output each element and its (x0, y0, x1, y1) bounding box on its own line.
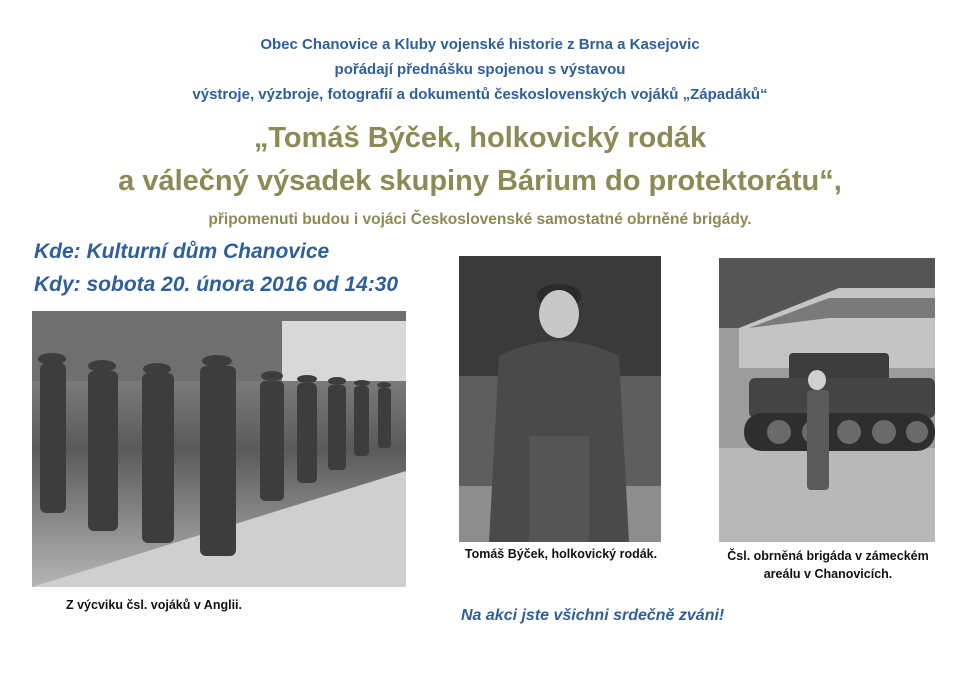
photo3-caption-line1: Čsl. obrněná brigáda v zámeckém (727, 549, 929, 563)
event-subtitle: připomenuti budou i vojáci Československé samostatné obrněné brigády. (208, 211, 752, 228)
invitation-text: Na akci jste všichni srdečně zváni! (461, 607, 725, 624)
photo1-caption: Z výcviku čsl. vojáků v Anglii. (66, 598, 242, 612)
photo3-caption-line2: areálu v Chanovicích. (763, 567, 893, 581)
event-title-line1: „Tomáš Býček, holkovický rodák (253, 122, 707, 154)
venue-text: Kde: Kulturní dům Chanovice (34, 240, 330, 263)
photo2-caption: Tomáš Býček, holkovický rodák. (464, 547, 658, 561)
exhibition-line: výstroje, výzbroje, fotografií a dokumentů československých vojáků „Západáků“ (192, 86, 768, 103)
soldiers-marching-photo (32, 311, 406, 587)
tank-photo (719, 258, 935, 542)
event-type-line: pořádají přednášku spojenou s výstavou (334, 61, 626, 78)
date-time-text: Kdy: sobota 20. února 2016 od 14:30 (34, 273, 399, 296)
event-title-line2: a válečný výsadek skupiny Bárium do protektorátu“, (118, 165, 842, 197)
organizer-line: Obec Chanovice a Kluby vojenské historie z Brna a Kasejovic (260, 36, 700, 53)
portrait-photo (459, 256, 661, 542)
